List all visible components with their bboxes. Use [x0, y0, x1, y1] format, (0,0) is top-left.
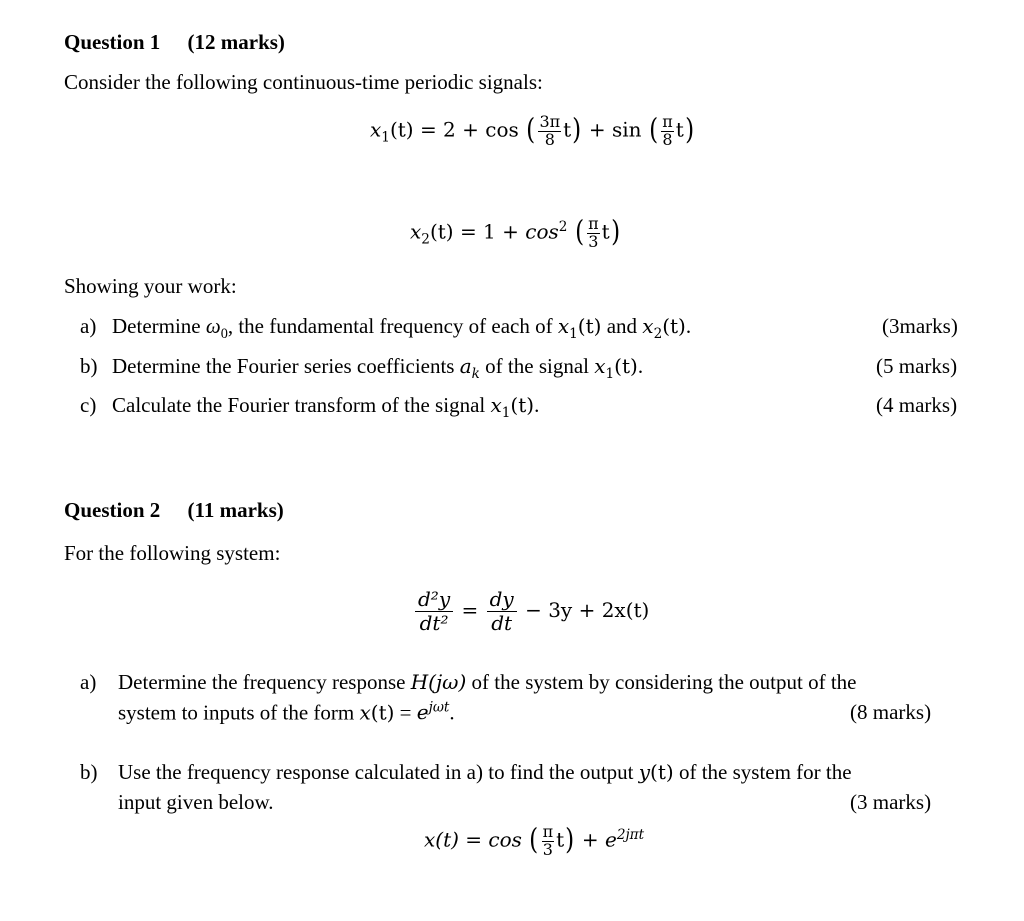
q2-input-plus: + — [575, 827, 605, 852]
q1-item-a-omega: ω — [205, 314, 221, 338]
q1-item-b — [80, 354, 643, 382]
q2-item-b-y-arg: (t) — [650, 760, 674, 784]
q2-item-a-H: H — [410, 670, 429, 694]
q2-item-b-marks: (3 marks) — [850, 790, 932, 814]
q2-input-frac-den: 3 — [542, 839, 553, 859]
q1-item-b-x1-arg: (t) — [614, 354, 638, 378]
q2-input-frac-num: π — [542, 821, 554, 841]
eq2-cos: cos — [525, 219, 559, 244]
eq1-lhs: x — [370, 117, 382, 142]
q1-item-b-a: a — [459, 354, 472, 378]
q1-item-a-end: . — [685, 314, 692, 338]
eq2-frac — [587, 213, 600, 251]
q1-item-a-x1: x — [557, 314, 570, 338]
eq2-arg: (t) = 1 + — [429, 219, 526, 244]
eq1-frac2-den: 8 — [662, 129, 673, 149]
q1-item-c-end: . — [534, 393, 540, 417]
q1-equation-x1 — [370, 112, 695, 148]
q2-eq-equals: = — [461, 598, 479, 622]
q2-item-b-line1-post: of the system for the — [673, 760, 852, 784]
q2-item-a-e: e — [416, 700, 429, 725]
eq1-frac2 — [661, 111, 674, 149]
q1-item-a-x2: x — [642, 314, 654, 338]
q2-intro: For the following system: — [64, 541, 281, 565]
q1-item-b-x1-sub: 1 — [605, 365, 615, 382]
q2-input-lhs: x(t) = cos — [424, 827, 522, 852]
q2-eq-lhs-den: dt² — [415, 611, 453, 635]
q2-title-text: Question 2 — [64, 498, 161, 522]
q2-input-t: t — [556, 827, 565, 852]
q2-item-b-y: y — [638, 760, 651, 784]
q1-item-a-pre: Determine — [112, 314, 206, 338]
q1-item-c — [80, 393, 539, 421]
q2-item-a-e-sup: jωt — [428, 700, 450, 716]
q1-item-a-letter: a) — [80, 314, 97, 338]
q2-item-a-line2-pre: system to inputs of the form — [118, 700, 360, 725]
q1-item-c-pre: Calculate the Fourier transform of the signal — [112, 393, 491, 417]
q1-item-b-a-sub: k — [471, 365, 480, 382]
q2-title — [64, 498, 284, 523]
q1-item-a — [80, 314, 691, 343]
q2-eq-lhs-frac — [415, 588, 453, 635]
q2-input-frac — [542, 821, 555, 859]
q1-item-a-marks: (3marks) — [882, 314, 958, 338]
q1-item-c-x1: x — [490, 393, 502, 417]
q1-equation-x2 — [410, 214, 621, 250]
eq2-sub: 2 — [421, 231, 430, 248]
q2-item-a-x-arg: (t) — [370, 700, 395, 725]
q1-item-c-x1-arg: (t) — [510, 393, 535, 417]
q2-eq-rhs-num: dy — [489, 587, 514, 611]
q1-item-a-and: and — [601, 314, 643, 338]
q2-item-a-eq: = — [394, 700, 417, 725]
q1-item-b-marks: (5 marks) — [876, 354, 958, 378]
eq2-frac-den: 3 — [588, 231, 599, 251]
q2-eq-rest: − 3y + 2x(t) — [525, 598, 650, 622]
eq2-lparen: ( — [574, 214, 584, 248]
q1-intro: Consider the following continuous-time periodic signals: — [64, 70, 543, 94]
q2-eq-rhs-den: dt — [487, 611, 517, 635]
q2-item-b-line1-pre: Use the frequency response calculated in a) to find the output — [118, 760, 639, 784]
q1-item-a-omega-sub: 0 — [220, 325, 228, 342]
q2-input-equation — [424, 822, 644, 858]
q1-item-b-end: . — [637, 354, 644, 378]
q2-item-a-line1 — [118, 670, 856, 695]
q2-differential-equation — [413, 588, 649, 635]
eq1-frac1-den: 8 — [538, 131, 561, 149]
eq1-rparen2: ) — [684, 112, 694, 146]
q2-item-a-line1-post: of the system by considering the output of the — [466, 670, 857, 694]
q1-item-b-mid: of the signal — [479, 354, 595, 378]
q2-item-a-letter: a) — [80, 670, 97, 694]
eq2-t: t — [601, 219, 610, 244]
q1-item-a-x1-sub: 1 — [569, 325, 578, 342]
q1-item-a-x1-arg: (t) — [577, 314, 602, 338]
q2-item-b-line2: input given below. — [118, 790, 274, 814]
q2-input-e: e — [604, 827, 617, 852]
eq1-frac2-num: π — [662, 111, 673, 131]
q1-item-b-x1: x — [594, 354, 606, 378]
q2-item-b-line1 — [118, 760, 852, 785]
q1-showing: Showing your work: — [64, 274, 237, 298]
q1-title-text: Question 1 — [64, 30, 161, 54]
q2-eq-lhs-num: d²y — [418, 587, 451, 611]
eq2-sup: 2 — [558, 219, 568, 236]
q2-input-lparen: ( — [529, 822, 539, 856]
q2-item-a-x: x — [359, 700, 371, 725]
q1-item-c-x1-sub: 1 — [501, 404, 511, 421]
q1-marks: (12 marks) — [187, 30, 285, 54]
eq2-lhs: x — [410, 219, 422, 244]
eq1-frac1-num: 3π — [539, 111, 561, 131]
q1-title — [64, 30, 285, 55]
eq1-frac1 — [538, 111, 561, 149]
q1-item-a-mid: , the fundamental frequency of each of — [227, 314, 558, 338]
eq1-arg: (t) = 2 + cos — [389, 117, 519, 142]
eq1-sub: 1 — [381, 129, 390, 146]
q2-marks: (11 marks) — [187, 498, 284, 522]
q2-item-a-H-arg: (jω) — [428, 670, 467, 694]
q1-item-b-letter: b) — [80, 354, 98, 378]
q1-item-a-x2-sub: 2 — [653, 325, 663, 342]
eq1-lparen2: ( — [649, 112, 659, 146]
eq1-lparen: ( — [526, 112, 536, 146]
q2-item-a-marks: (8 marks) — [850, 700, 932, 724]
eq2-frac-num: π — [588, 213, 599, 233]
q1-item-c-letter: c) — [80, 393, 97, 417]
q1-item-c-marks: (4 marks) — [876, 393, 958, 417]
q2-item-a-line2 — [118, 700, 455, 725]
q2-item-b-letter: b) — [80, 760, 98, 784]
q2-item-a-end: . — [449, 700, 455, 725]
q2-eq-rhs-frac — [487, 588, 517, 635]
q2-input-e-sup: 2jπt — [616, 827, 645, 844]
eq2-rparen: ) — [610, 214, 620, 248]
q1-item-a-x2-arg: (t) — [662, 314, 686, 338]
eq1-t2: t — [675, 117, 684, 142]
q1-item-b-pre: Determine the Fourier series coefficients — [112, 354, 460, 378]
q2-input-rparen: ) — [565, 822, 575, 856]
eq1-plus-sin: + sin — [588, 117, 642, 142]
q2-item-a-line1-pre: Determine the frequency response — [118, 670, 411, 694]
eq1-t1: t — [563, 117, 572, 142]
eq1-rparen: ) — [572, 112, 582, 146]
